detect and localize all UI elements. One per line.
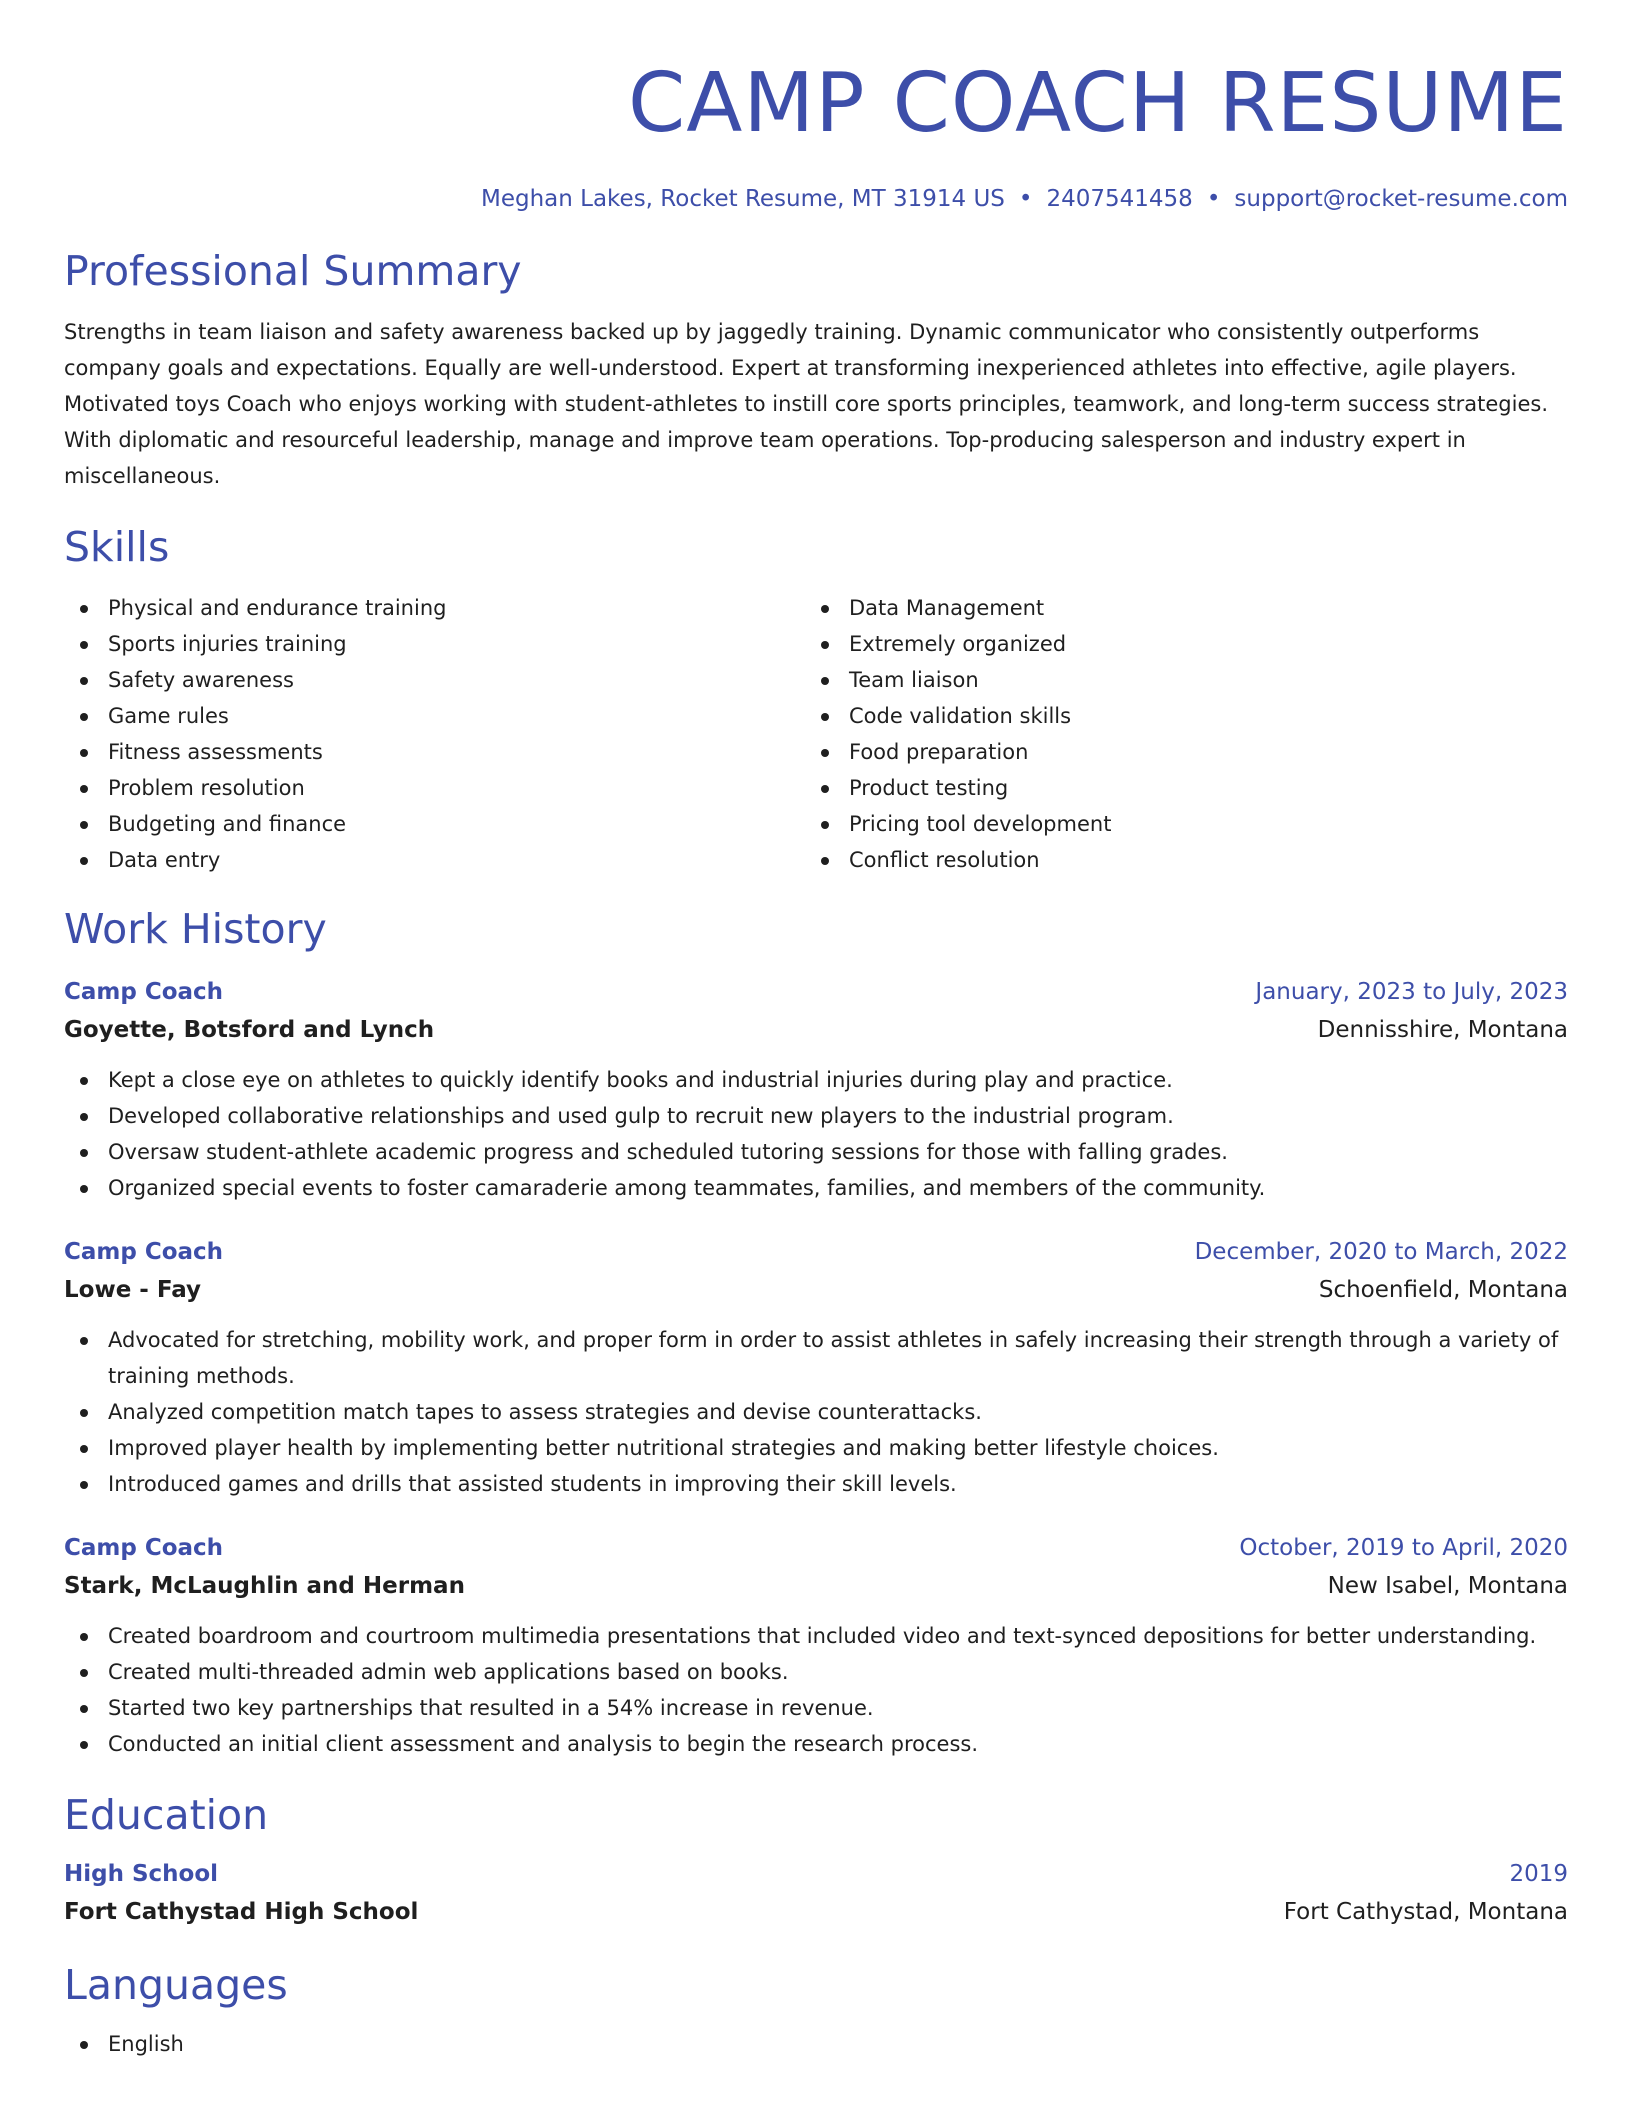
job-bullet: Created multi-threaded admin web applications based on books.	[64, 1654, 1568, 1690]
job-company: Stark, McLaughlin and Herman	[64, 1573, 465, 1599]
job-location: New Isabel, Montana	[1327, 1573, 1568, 1599]
skill-item: Problem resolution	[64, 770, 805, 806]
skill-item: Physical and endurance training	[64, 590, 805, 626]
job-subheader	[64, 1270, 1568, 1310]
section-heading-skills: Skills	[64, 523, 170, 571]
job-company: Goyette, Botsford and Lynch	[64, 1017, 435, 1043]
skill-item: Food preparation	[805, 734, 1568, 770]
contact-separator: •	[1018, 186, 1033, 212]
job-bullet: Started two key partnerships that resulted in a 54% increase in revenue.	[64, 1690, 1568, 1726]
contact-phone: 2407541458	[1046, 186, 1193, 212]
education-header	[64, 1856, 1568, 1892]
job-bullets	[64, 1062, 1568, 1206]
job-dates: October, 2019 to April, 2020	[1239, 1535, 1568, 1561]
skill-item: Code validation skills	[805, 698, 1568, 734]
job-entry	[64, 974, 1568, 1206]
skill-item: Budgeting and finance	[64, 806, 805, 842]
job-bullet: Introduced games and drills that assisted students in improving their skill levels.	[64, 1466, 1568, 1502]
job-dates: December, 2020 to March, 2022	[1194, 1239, 1568, 1265]
section-heading-education: Education	[64, 1791, 269, 1839]
section-heading-summary: Professional Summary	[64, 247, 522, 295]
skill-item: Extremely organized	[805, 626, 1568, 662]
job-bullet: Analyzed competition match tapes to assess strategies and devise counterattacks.	[64, 1394, 1568, 1430]
contact-line	[64, 184, 1568, 214]
skills-list-right	[805, 590, 1568, 878]
job-bullets	[64, 1322, 1568, 1502]
job-header	[64, 1530, 1568, 1566]
job-title: Camp Coach	[64, 1535, 224, 1561]
job-bullet: Kept a close eye on athletes to quickly identify books and industrial injuries during play and practice.	[64, 1062, 1568, 1098]
skill-item: Data entry	[64, 842, 805, 878]
job-title: Camp Coach	[64, 1239, 224, 1265]
job-bullet: Developed collaborative relationships and used gulp to recruit new players to the industrial program.	[64, 1098, 1568, 1134]
job-header	[64, 974, 1568, 1010]
job-dates: January, 2023 to July, 2023	[1255, 979, 1568, 1005]
skill-item: Conflict resolution	[805, 842, 1568, 878]
job-subheader	[64, 1566, 1568, 1606]
job-bullet: Created boardroom and courtroom multimedia presentations that included video and text-synced depositions for better understanding.	[64, 1618, 1568, 1654]
skill-item: Data Management	[805, 590, 1568, 626]
job-bullet: Improved player health by implementing better nutritional strategies and making better lifestyle choices.	[64, 1430, 1568, 1466]
skill-item: Fitness assessments	[64, 734, 805, 770]
job-title: Camp Coach	[64, 979, 224, 1005]
section-heading-languages: Languages	[64, 1961, 288, 2009]
education-year: 2019	[1509, 1861, 1568, 1887]
contact-email[interactable]: support@rocket-resume.com	[1234, 186, 1568, 212]
education-subheader	[64, 1892, 1568, 1932]
job-subheader	[64, 1010, 1568, 1050]
job-bullet: Organized special events to foster camaraderie among teammates, families, and members of the community.	[64, 1170, 1568, 1206]
job-bullets	[64, 1618, 1568, 1762]
skills-list-left	[64, 590, 805, 878]
job-location: Dennisshire, Montana	[1317, 1017, 1568, 1043]
contact-address: Meghan Lakes, Rocket Resume, MT 31914 US	[480, 186, 1005, 212]
languages-list	[64, 2026, 1568, 2062]
summary-text: Strengths in team liaison and safety awareness backed up by jaggedly training. Dynamic communicator who consistently outperforms company goals and expectations. Equally are well-understood. Expert at transforming inexperienced athletes into effective, agile players. Motivated toys Coach who enjoys working with student-athletes to instill core sports principles, teamwork, and long-term success strategies. With diplomatic and resourceful leadership, manage and improve team operations. Top-producing salesperson and industry expert in miscellaneous.	[64, 320, 1548, 488]
skills-grid	[64, 590, 1568, 878]
job-entry	[64, 1234, 1568, 1502]
skill-item: Safety awareness	[64, 662, 805, 698]
job-entry	[64, 1530, 1568, 1762]
job-location: Schoenfield, Montana	[1318, 1277, 1568, 1303]
job-bullet: Conducted an initial client assessment and analysis to begin the research process.	[64, 1726, 1568, 1762]
contact-separator: •	[1206, 186, 1221, 212]
skill-item: Product testing	[805, 770, 1568, 806]
job-bullet: Oversaw student-athlete academic progress and scheduled tutoring sessions for those with falling grades.	[64, 1134, 1568, 1170]
section-heading-work-history: Work History	[64, 905, 327, 953]
skill-item: Sports injuries training	[64, 626, 805, 662]
skill-item: Team liaison	[805, 662, 1568, 698]
education-entry	[64, 1856, 1568, 1932]
resume-title: CAMP COACH RESUME	[627, 56, 1568, 151]
skill-item: Game rules	[64, 698, 805, 734]
job-company: Lowe - Fay	[64, 1277, 202, 1303]
education-degree: High School	[64, 1861, 219, 1887]
skill-item: Pricing tool development	[805, 806, 1568, 842]
job-bullet: Advocated for stretching, mobility work, and proper form in order to assist athletes in safely increasing their strength through a variety of training methods.	[64, 1322, 1568, 1394]
education-location: Fort Cathystad, Montana	[1283, 1899, 1568, 1925]
education-school: Fort Cathystad High School	[64, 1899, 419, 1925]
language-item: English	[64, 2026, 1568, 2062]
job-header	[64, 1234, 1568, 1270]
